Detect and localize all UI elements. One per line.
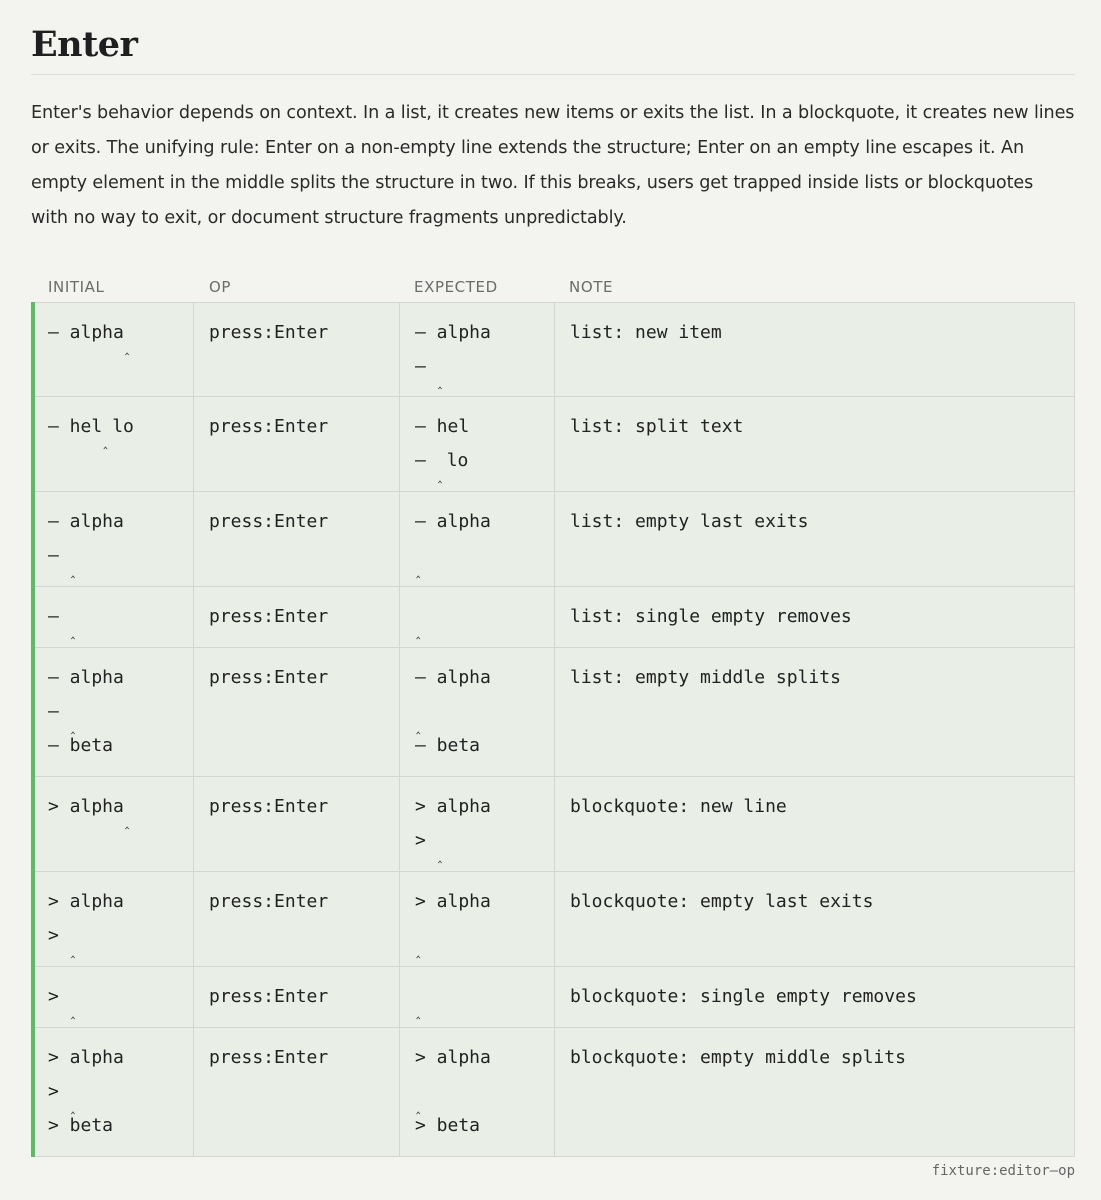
line-text: –	[415, 356, 437, 377]
table-body	[31, 302, 1075, 1157]
line-text: > alpha	[48, 891, 124, 912]
initial-line: > alpha‸	[48, 796, 130, 830]
op-text: press:Enter	[209, 796, 329, 817]
op-text: press:Enter	[209, 1047, 329, 1068]
initial-line	[48, 666, 193, 700]
initial-line: > ‸	[48, 1081, 76, 1115]
fixture-label: fixture:editor–op	[931, 1163, 1075, 1179]
expected-line	[415, 666, 554, 700]
cell-op	[194, 872, 400, 966]
expected-line: ‸	[416, 1005, 421, 1020]
cell-expected	[400, 777, 555, 871]
line-text: – alpha	[415, 667, 491, 688]
cell-note	[555, 303, 1074, 396]
cell-expected	[400, 587, 555, 647]
line-text: >	[48, 1081, 70, 1102]
op-text: press:Enter	[209, 891, 329, 912]
initial-line	[48, 1046, 193, 1080]
expected-line	[415, 890, 554, 924]
note-text: blockquote: single empty removes	[570, 986, 917, 1007]
cell-initial	[35, 872, 194, 966]
line-text: >	[48, 925, 70, 946]
cell-note	[555, 397, 1074, 491]
expected-line	[415, 321, 554, 355]
line-text: > alpha	[415, 1047, 491, 1068]
column-header-expected: EXPECTED	[414, 278, 498, 296]
initial-line	[48, 510, 193, 544]
line-text: –	[415, 450, 437, 471]
cell-note	[555, 1028, 1074, 1156]
table-row	[35, 648, 1075, 777]
expected-line	[415, 1114, 554, 1148]
expected-line: – ‸lo	[415, 450, 469, 484]
cell-op	[194, 397, 400, 491]
page	[31, 0, 1075, 236]
cell-initial	[35, 648, 194, 776]
page-title: Enter	[31, 24, 138, 65]
line-text: > alpha	[48, 1047, 124, 1068]
line-text: – alpha	[415, 511, 491, 532]
cell-op	[194, 303, 400, 396]
cell-initial	[35, 397, 194, 491]
cell-expected	[400, 492, 555, 586]
cell-op	[194, 967, 400, 1027]
line-text: > alpha	[48, 796, 124, 817]
initial-line: – ‸	[48, 606, 76, 640]
expected-line	[415, 510, 554, 544]
expected-line: ‸	[416, 1100, 421, 1115]
cell-op	[194, 492, 400, 586]
fixture-table	[31, 272, 1075, 1157]
op-text: press:Enter	[209, 511, 329, 532]
cell-op	[194, 1028, 400, 1156]
op-text: press:Enter	[209, 606, 329, 627]
line-text: –	[48, 701, 70, 722]
expected-line	[415, 415, 554, 449]
initial-line: > ‸	[48, 925, 76, 959]
table-row	[35, 1028, 1075, 1157]
line-text: >	[415, 830, 437, 851]
line-text: –	[48, 606, 70, 627]
expected-line: ‸	[416, 944, 421, 959]
line-text: – alpha	[48, 511, 124, 532]
line-text-after-caret: lo	[446, 450, 469, 471]
table-row	[35, 967, 1075, 1028]
expected-line: – ‸	[415, 356, 443, 390]
table-row	[35, 777, 1075, 872]
line-text: – hel	[415, 416, 470, 437]
initial-line: – alpha‸	[48, 322, 130, 356]
initial-line: – ‸	[48, 701, 76, 735]
cell-initial	[35, 587, 194, 647]
cell-expected	[400, 1028, 555, 1156]
line-text: > beta	[48, 1115, 114, 1136]
cell-expected	[400, 303, 555, 396]
initial-line	[48, 890, 193, 924]
line-text-after-caret: lo	[112, 416, 134, 437]
title-divider	[31, 74, 1075, 75]
cell-initial	[35, 777, 194, 871]
initial-line	[48, 734, 193, 768]
line-text: – beta	[48, 735, 114, 756]
cell-note	[555, 777, 1074, 871]
cell-note	[555, 872, 1074, 966]
intro-paragraph: Enter's behavior depends on context. In a list, it creates new items or exits the list. In a blockquote, it creates new lines or exits. The unifying rule: Enter on a non-empty line extends the structure; Enter on an empty line escapes it. An empty element in the middle splits the structure in two. If this breaks, users get trapped inside lists or blockquotes with no way to exit, or document structure fragments unpredictably.	[31, 103, 1075, 228]
cell-note	[555, 587, 1074, 647]
op-text: press:Enter	[209, 986, 329, 1007]
table-row	[35, 397, 1075, 492]
note-text: blockquote: empty last exits	[570, 891, 874, 912]
note-text: list: empty last exits	[570, 511, 809, 532]
line-text: –	[48, 545, 70, 566]
expected-line	[415, 1046, 554, 1080]
note-text: blockquote: empty middle splits	[570, 1047, 906, 1068]
note-text: list: split text	[570, 416, 744, 437]
note-text: list: empty middle splits	[570, 667, 841, 688]
cell-expected	[400, 648, 555, 776]
expected-line: ‸	[416, 564, 421, 579]
cell-note	[555, 967, 1074, 1027]
expected-line	[415, 734, 554, 768]
expected-line: ‸	[416, 720, 421, 735]
line-text: – hel	[48, 416, 103, 437]
op-text: press:Enter	[209, 667, 329, 688]
cell-op	[194, 587, 400, 647]
column-header-op: OP	[209, 278, 232, 296]
table-header-row	[31, 272, 1075, 302]
line-text: – beta	[415, 735, 481, 756]
cell-initial	[35, 967, 194, 1027]
cell-initial	[35, 303, 194, 396]
table-row	[35, 302, 1075, 397]
cell-initial	[35, 492, 194, 586]
line-text: – alpha	[48, 667, 124, 688]
cell-note	[555, 648, 1074, 776]
line-text: >	[48, 986, 70, 1007]
cell-initial	[35, 1028, 194, 1156]
note-text: list: new item	[570, 322, 722, 343]
note-text: blockquote: new line	[570, 796, 787, 817]
line-text: – alpha	[415, 322, 491, 343]
column-header-initial: INITIAL	[48, 278, 105, 296]
expected-line: > ‸	[415, 830, 443, 864]
table-row	[35, 492, 1075, 587]
column-header-note: NOTE	[569, 278, 614, 296]
table-row	[35, 587, 1075, 648]
cell-expected	[400, 397, 555, 491]
table-row	[35, 872, 1075, 967]
note-text: list: single empty removes	[570, 606, 852, 627]
line-text: > alpha	[415, 891, 491, 912]
initial-line: – hel‸lo	[48, 416, 134, 450]
initial-line	[48, 1114, 193, 1148]
initial-line: > ‸	[48, 986, 76, 1020]
cell-op	[194, 648, 400, 776]
op-text: press:Enter	[209, 416, 329, 437]
line-text: – alpha	[48, 322, 124, 343]
cell-note	[555, 492, 1074, 586]
op-text: press:Enter	[209, 322, 329, 343]
line-text: > alpha	[415, 796, 491, 817]
expected-line	[415, 795, 554, 829]
cell-expected	[400, 872, 555, 966]
cell-op	[194, 777, 400, 871]
cell-expected	[400, 967, 555, 1027]
initial-line: – ‸	[48, 545, 76, 579]
expected-line: ‸	[416, 625, 421, 640]
line-text: > beta	[415, 1115, 481, 1136]
